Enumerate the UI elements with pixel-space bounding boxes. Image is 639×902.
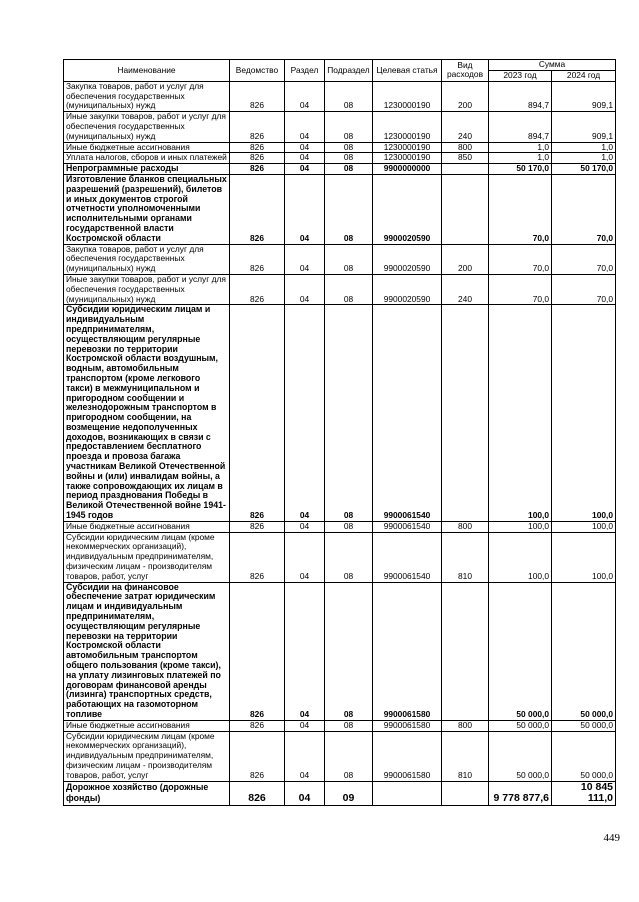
header-expense-type: Вид расходов [442, 60, 489, 82]
row-section: 04 [285, 582, 325, 720]
row-department: 826 [230, 305, 285, 522]
row-expense-type: 200 [442, 81, 489, 111]
row-subsection: 08 [325, 305, 373, 522]
row-name: Субсидии на финансовое обеспечение затрат юридическим лицам и индивидуальным предпринимателям, осуществляющим регулярные перевозки на территории Костромской области автомобильным транспортом общего пользования (кроме такси), на уплату лизинговых платежей по договорам финансовой аренды (лизинга) транспортных средств, работающих на газомоторном топливе [64, 582, 230, 720]
row-expense-type [442, 305, 489, 522]
row-sum-2024: 909,1 [552, 112, 616, 142]
row-section: 04 [285, 81, 325, 111]
table-row [64, 720, 616, 731]
row-name: Непрограммные расходы [64, 164, 230, 175]
table-row [64, 174, 616, 244]
row-sum-2023: 9 778 877,6 [489, 781, 552, 805]
row-subsection: 08 [325, 174, 373, 244]
row-section: 04 [285, 174, 325, 244]
row-section: 04 [285, 244, 325, 274]
row-sum-2023: 50 000,0 [489, 731, 552, 781]
row-department: 826 [230, 81, 285, 111]
row-target-article [373, 781, 442, 805]
row-expense-type [442, 164, 489, 175]
row-subsection: 08 [325, 582, 373, 720]
row-sum-2024: 70,0 [552, 274, 616, 304]
row-sum-2024: 100,0 [552, 521, 616, 532]
row-sum-2023: 50 170,0 [489, 164, 552, 175]
row-section: 04 [285, 720, 325, 731]
table-row [64, 305, 616, 522]
row-target-article: 1230000190 [373, 81, 442, 111]
row-name: Иные бюджетные ассигнования [64, 720, 230, 731]
row-subsection: 08 [325, 244, 373, 274]
header-department: Ведомство [230, 60, 285, 82]
row-sum-2024: 100,0 [552, 532, 616, 582]
table-body [64, 81, 616, 805]
row-expense-type: 800 [442, 720, 489, 731]
row-sum-2023: 1,0 [489, 142, 552, 153]
row-section: 04 [285, 521, 325, 532]
row-department: 826 [230, 153, 285, 164]
row-target-article: 9900020590 [373, 274, 442, 304]
row-section: 04 [285, 305, 325, 522]
row-sum-2023: 50 000,0 [489, 582, 552, 720]
row-subsection: 08 [325, 521, 373, 532]
row-expense-type [442, 582, 489, 720]
row-name: Субсидии юридическим лицам и индивидуальным предпринимателям, осуществляющим регулярные перевозки по территории Костромской области воздушным, водным, автомобильным транспортом (кроме легкового такси) в межмуниципальном и пригородном сообщении и железнодорожным транспортом в пригородном сообщении, на возмещение недополученных доходов, возникающих в связи с предоставлением бесплатного проезда и провоза багажа участникам Великой Отечественной войны и (или) инвалидам войны, а также сопровождающих их лицам в период празднования Победы в Великой Отечественной войне 1941-1945 годов [64, 305, 230, 522]
row-name: Изготовление бланков специальных разрешений (разрешений), билетов и иных документов строгой отчетности уполномоченными исполнительными органами государственной власти Костромской области [64, 174, 230, 244]
row-subsection: 08 [325, 720, 373, 731]
row-sum-2024: 909,1 [552, 81, 616, 111]
row-sum-2023: 50 000,0 [489, 720, 552, 731]
row-name: Закупка товаров, работ и услуг для обеспечения государственных (муниципальных) нужд [64, 81, 230, 111]
row-target-article: 1230000190 [373, 153, 442, 164]
row-target-article: 9900061540 [373, 521, 442, 532]
header-year-2023: 2023 год [489, 70, 552, 81]
row-department: 826 [230, 731, 285, 781]
row-subsection: 08 [325, 731, 373, 781]
row-target-article: 1230000190 [373, 112, 442, 142]
row-expense-type: 850 [442, 153, 489, 164]
table-row [64, 521, 616, 532]
row-sum-2023: 894,7 [489, 112, 552, 142]
row-sum-2023: 70,0 [489, 174, 552, 244]
row-target-article: 9900000000 [373, 164, 442, 175]
row-sum-2023: 1,0 [489, 153, 552, 164]
row-name: Субсидии юридическим лицам (кроме некоммерческих организаций), индивидуальным предпринимателям, физическим лицам - производителям товаров, работ, услуг [64, 532, 230, 582]
row-name: Субсидии юридическим лицам (кроме некоммерческих организаций), индивидуальным предпринимателям, физическим лицам - производителям товаров, работ, услуг [64, 731, 230, 781]
row-subsection: 08 [325, 274, 373, 304]
row-sum-2024: 1,0 [552, 142, 616, 153]
row-name: Закупка товаров, работ и услуг для обеспечения государственных (муниципальных) нужд [64, 244, 230, 274]
table-header-row [64, 60, 616, 71]
header-year-2024: 2024 год [552, 70, 616, 81]
budget-table [63, 59, 616, 806]
row-subsection: 08 [325, 81, 373, 111]
row-department: 826 [230, 164, 285, 175]
row-target-article: 9900061540 [373, 305, 442, 522]
row-department: 826 [230, 244, 285, 274]
row-target-article: 9900061540 [373, 532, 442, 582]
row-target-article: 9900061580 [373, 582, 442, 720]
row-subsection: 08 [325, 112, 373, 142]
table-row [64, 244, 616, 274]
table-row [64, 153, 616, 164]
row-name: Иные закупки товаров, работ и услуг для обеспечения государственных (муниципальных) нужд [64, 112, 230, 142]
row-target-article: 9900020590 [373, 244, 442, 274]
row-department: 826 [230, 720, 285, 731]
row-department: 826 [230, 532, 285, 582]
row-expense-type: 810 [442, 731, 489, 781]
row-section: 04 [285, 112, 325, 142]
row-sum-2023: 100,0 [489, 532, 552, 582]
row-target-article: 9900020590 [373, 174, 442, 244]
row-expense-type: 240 [442, 112, 489, 142]
row-sum-2024: 1,0 [552, 153, 616, 164]
row-sum-2023: 894,7 [489, 81, 552, 111]
row-target-article: 1230000190 [373, 142, 442, 153]
row-department: 826 [230, 142, 285, 153]
table-row [64, 112, 616, 142]
row-target-article: 9900061580 [373, 731, 442, 781]
table-row [64, 582, 616, 720]
row-name: Иные бюджетные ассигнования [64, 142, 230, 153]
row-section: 04 [285, 781, 325, 805]
row-department: 826 [230, 174, 285, 244]
row-name: Иные бюджетные ассигнования [64, 521, 230, 532]
row-expense-type: 810 [442, 532, 489, 582]
row-expense-type: 200 [442, 244, 489, 274]
row-name: Уплата налогов, сборов и иных платежей [64, 153, 230, 164]
header-section: Раздел [285, 60, 325, 82]
row-expense-type [442, 174, 489, 244]
row-sum-2024: 50 000,0 [552, 582, 616, 720]
row-subsection: 08 [325, 532, 373, 582]
row-sum-2024: 70,0 [552, 174, 616, 244]
header-subsection: Подраздел [325, 60, 373, 82]
row-sum-2024: 10 845 111,0 [552, 781, 616, 805]
table-row [64, 81, 616, 111]
row-expense-type: 240 [442, 274, 489, 304]
row-expense-type: 800 [442, 521, 489, 532]
row-section: 04 [285, 731, 325, 781]
row-expense-type [442, 781, 489, 805]
row-section: 04 [285, 153, 325, 164]
page-number: 449 [603, 832, 620, 844]
header-target-article: Целевая статья [373, 60, 442, 82]
row-department: 826 [230, 582, 285, 720]
row-sum-2023: 70,0 [489, 244, 552, 274]
row-expense-type: 800 [442, 142, 489, 153]
row-section: 04 [285, 164, 325, 175]
row-department: 826 [230, 521, 285, 532]
row-department: 826 [230, 781, 285, 805]
row-department: 826 [230, 112, 285, 142]
row-sum-2024: 100,0 [552, 305, 616, 522]
table-row [64, 164, 616, 175]
table-row [64, 142, 616, 153]
table-row [64, 274, 616, 304]
row-department: 826 [230, 274, 285, 304]
row-sum-2023: 100,0 [489, 521, 552, 532]
row-subsection: 08 [325, 142, 373, 153]
row-subsection: 08 [325, 153, 373, 164]
table-row [64, 731, 616, 781]
row-section: 04 [285, 274, 325, 304]
row-sum-2024: 50 000,0 [552, 731, 616, 781]
row-name: Дорожное хозяйство (дорожные фонды) [64, 781, 230, 805]
header-name: Наименование [64, 60, 230, 82]
row-sum-2024: 70,0 [552, 244, 616, 274]
row-section: 04 [285, 532, 325, 582]
header-sum: Сумма [489, 60, 616, 71]
row-sum-2023: 70,0 [489, 274, 552, 304]
row-sum-2024: 50 170,0 [552, 164, 616, 175]
row-name: Иные закупки товаров, работ и услуг для обеспечения государственных (муниципальных) нужд [64, 274, 230, 304]
row-target-article: 9900061580 [373, 720, 442, 731]
row-sum-2023: 100,0 [489, 305, 552, 522]
row-section: 04 [285, 142, 325, 153]
table-row [64, 781, 616, 805]
row-subsection: 08 [325, 164, 373, 175]
row-subsection: 09 [325, 781, 373, 805]
row-sum-2024: 50 000,0 [552, 720, 616, 731]
table-row [64, 532, 616, 582]
